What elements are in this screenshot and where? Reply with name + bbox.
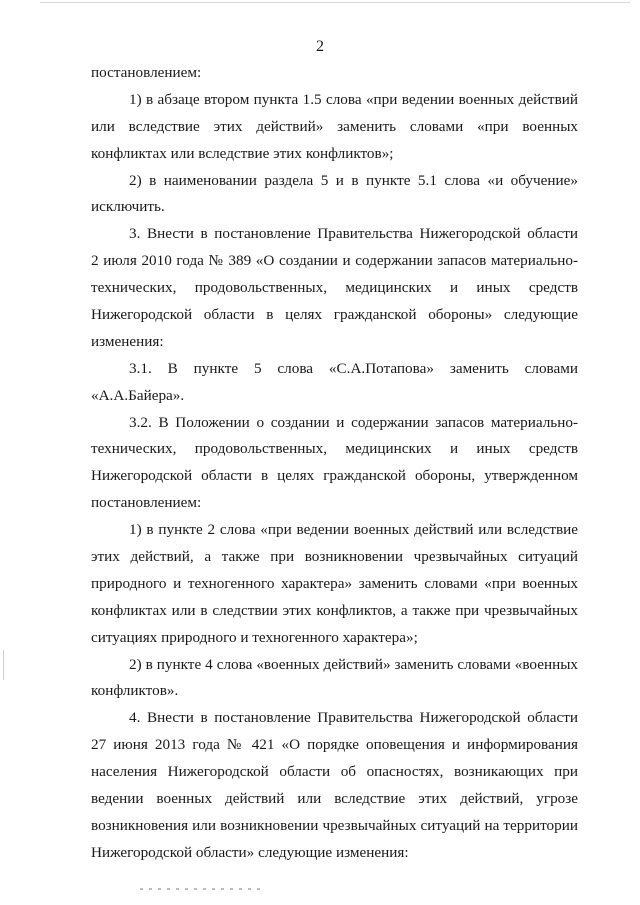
- scan-bottom-specks: [140, 888, 260, 890]
- text-line: постановлением:: [91, 64, 202, 81]
- text-line: исключить.: [91, 198, 165, 216]
- text-line: этих действий, а также при возникновении чрезвычайных ситуаций: [91, 548, 578, 566]
- text-line: или вследствие этих действий» заменить словами «при военных: [91, 117, 578, 135]
- text-line: 3. Внести в постановление Правительства Нижегородской области: [129, 225, 578, 243]
- text-line: конфликтах или вследствие этих конфликтов»;: [91, 144, 394, 162]
- text-line: постановлением:: [91, 494, 202, 512]
- scan-margin-mark: [3, 650, 4, 680]
- text-line: населения Нижегородской области об опасностях, возникающих при: [91, 763, 578, 781]
- page-number: 2: [316, 38, 324, 55]
- text-line: Нижегородской области» следующие изменения:: [91, 843, 409, 861]
- text-line: ситуациях природного и техногенного характера»;: [91, 628, 418, 646]
- scan-edge-line: [40, 2, 630, 3]
- text-line: природного и техногенного характера» заменить словами «при военных: [91, 574, 578, 592]
- text-line: 1) в пункте 2 слова «при ведении военных действий или вследствие: [129, 521, 578, 539]
- text-line: 1) в абзаце втором пункта 1.5 слова «при ведении военных действий: [129, 90, 578, 108]
- text-line: 27 июня 2013 года № 421 «О порядке оповещения и информирования: [91, 736, 578, 754]
- text-line: 4. Внести в постановление Правительства Нижегородской области: [129, 709, 578, 727]
- text-line: конфликтах или в следствии этих конфликтов, а также при чрезвычайных: [91, 601, 578, 619]
- text-line: «А.А.Байера».: [91, 386, 185, 404]
- text-line: конфликтов».: [91, 682, 179, 700]
- text-line: 2 июля 2010 года № 389 «О создании и содержании запасов материально-: [91, 252, 578, 270]
- text-line: 2) в наименовании раздела 5 и в пункте 5.1 слова «и обучение»: [129, 171, 578, 189]
- text-line: возникновения или возникновении чрезвычайных ситуаций на территории: [91, 816, 578, 834]
- document-body: [91, 60, 578, 867]
- text-line: 3.1. В пункте 5 слова «С.А.Потапова» заменить словами: [129, 359, 578, 377]
- text-line: 3.2. В Положении о создании и содержании запасов материально-: [129, 413, 578, 431]
- text-line: Нижегородской области в целях гражданской обороны, утвержденном: [91, 467, 578, 485]
- text-line: ведении военных действий или вследствие этих действий, угрозе: [91, 790, 578, 808]
- text-line: технических, продовольственных, медицинских и иных средств: [91, 440, 578, 458]
- text-line: 2) в пункте 4 слова «военных действий» заменить словами «военных: [129, 655, 578, 673]
- text-line: Нижегородской области в целях гражданской обороны» следующие: [91, 306, 578, 324]
- text-line: изменения:: [91, 332, 164, 350]
- text-line: технических, продовольственных, медицинских и иных средств: [91, 279, 578, 297]
